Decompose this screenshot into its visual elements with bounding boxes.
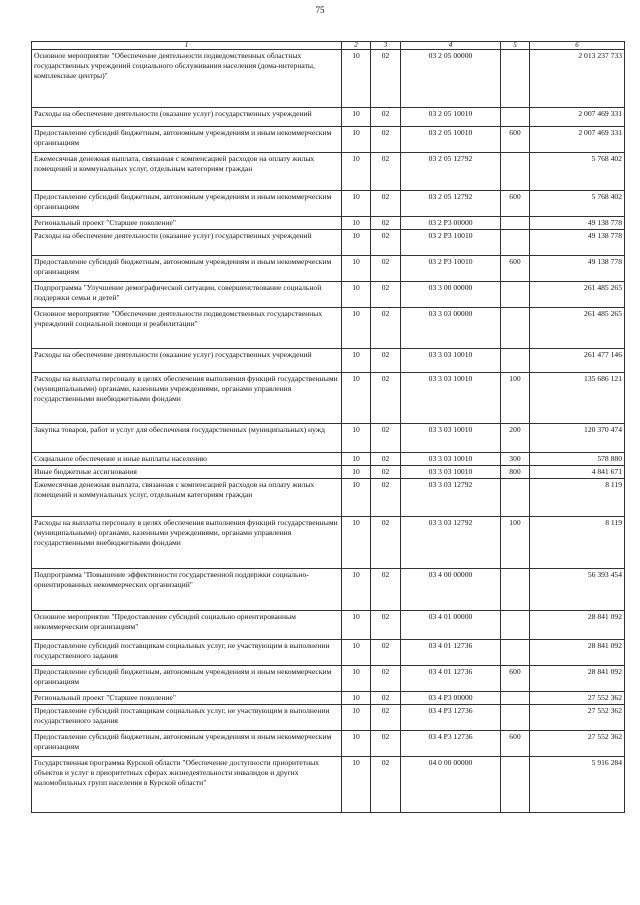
row-expense-type: 100 — [501, 517, 530, 569]
row-target-article: 03 4 P3 12736 — [401, 731, 501, 757]
row-name: Основное мероприятие "Обеспечение деятельности подведомственных государственных учреждений социальной помощи и реабилитации" — [32, 308, 342, 349]
row-expense-type — [501, 108, 530, 127]
page-number: 75 — [315, 5, 325, 15]
row-subsection: 02 — [371, 191, 401, 217]
row-section: 10 — [342, 282, 371, 308]
row-target-article: 03 4 P3 00000 — [401, 692, 501, 705]
row-name: Предоставление субсидий поставщикам социальных услуг, не участвующим в выполнении государственного задания — [32, 705, 342, 731]
table-row — [32, 705, 625, 731]
row-subsection: 02 — [371, 153, 401, 191]
row-section: 10 — [342, 569, 371, 611]
row-amount: 28 841 092 — [530, 611, 625, 640]
row-subsection: 02 — [371, 666, 401, 692]
table-row — [32, 479, 625, 517]
column-header-expense-type: 5 — [501, 42, 530, 50]
row-section: 10 — [342, 517, 371, 569]
row-target-article: 03 3 03 10010 — [401, 373, 501, 424]
row-amount: 5 768 402 — [530, 153, 625, 191]
row-name: Иные бюджетные ассигнования — [32, 466, 342, 479]
row-subsection: 02 — [371, 230, 401, 256]
row-expense-type: 100 — [501, 373, 530, 424]
row-name: Социальное обеспечение и иные выплаты населению — [32, 453, 342, 466]
row-target-article: 03 2 P3 10010 — [401, 230, 501, 256]
row-section: 10 — [342, 127, 371, 153]
table-row — [32, 611, 625, 640]
table-row — [32, 757, 625, 813]
table-row — [32, 373, 625, 424]
row-name: Предоставление субсидий бюджетным, автономным учреждениям и иным некоммерческим организациям — [32, 731, 342, 757]
row-section: 10 — [342, 453, 371, 466]
row-name: Ежемесячная денежная выплата, связанная с компенсацией расходов на оплату жилых помещений и коммунальных услуг, отдельным категориям граждан — [32, 153, 342, 191]
table-row — [32, 108, 625, 127]
row-section: 10 — [342, 640, 371, 666]
row-name: Региональный проект "Старшее поколение" — [32, 692, 342, 705]
row-subsection: 02 — [371, 127, 401, 153]
row-expense-type — [501, 349, 530, 373]
row-amount: 261 485 265 — [530, 282, 625, 308]
row-subsection: 02 — [371, 349, 401, 373]
table-row — [32, 666, 625, 692]
table-row — [32, 308, 625, 349]
row-amount: 27 552 362 — [530, 705, 625, 731]
row-target-article: 03 4 P3 12736 — [401, 705, 501, 731]
row-amount: 4 841 671 — [530, 466, 625, 479]
row-amount: 578 880 — [530, 453, 625, 466]
row-target-article: 03 3 03 10010 — [401, 453, 501, 466]
row-name: Закупка товаров, работ и услуг для обеспечения государственных (муниципальных) нужд — [32, 424, 342, 453]
row-subsection: 02 — [371, 308, 401, 349]
row-expense-type — [501, 153, 530, 191]
row-expense-type: 800 — [501, 466, 530, 479]
row-target-article: 03 4 01 12736 — [401, 666, 501, 692]
row-amount: 2 013 237 733 — [530, 50, 625, 108]
row-subsection: 02 — [371, 757, 401, 813]
row-amount: 49 138 778 — [530, 217, 625, 230]
row-amount: 120 370 474 — [530, 424, 625, 453]
row-target-article: 03 3 03 12792 — [401, 479, 501, 517]
row-name: Расходы на обеспечение деятельности (оказание услуг) государственных учреждений — [32, 349, 342, 373]
row-section: 10 — [342, 50, 371, 108]
row-name: Расходы на обеспечение деятельности (оказание услуг) государственных учреждений — [32, 230, 342, 256]
row-subsection: 02 — [371, 453, 401, 466]
row-name: Основное мероприятие "Обеспечение деятельности подведомственных областных государственных учреждений социального обслуживания населения (дома-интернаты, комплексные центры)" — [32, 50, 342, 108]
row-target-article: 04 0 00 00000 — [401, 757, 501, 813]
row-amount: 56 393 454 — [530, 569, 625, 611]
row-target-article: 03 3 00 00000 — [401, 282, 501, 308]
row-expense-type: 600 — [501, 127, 530, 153]
row-expense-type — [501, 692, 530, 705]
row-subsection: 02 — [371, 611, 401, 640]
row-amount: 8 119 — [530, 479, 625, 517]
row-expense-type — [501, 705, 530, 731]
column-header-amount: 6 — [530, 42, 625, 50]
row-name: Предоставление субсидий бюджетным, автономным учреждениям и иным некоммерческим организациям — [32, 191, 342, 217]
row-amount: 2 007 469 331 — [530, 108, 625, 127]
row-section: 10 — [342, 373, 371, 424]
row-subsection: 02 — [371, 640, 401, 666]
row-amount: 135 686 121 — [530, 373, 625, 424]
row-subsection: 02 — [371, 731, 401, 757]
row-name: Подпрограмма "Улучшение демографической ситуации, совершенствование социальной поддержки семьи и детей" — [32, 282, 342, 308]
row-section: 10 — [342, 308, 371, 349]
row-name: Основное мероприятие "Предоставление субсидий социально ориентированным некоммерческим организациям" — [32, 611, 342, 640]
row-section: 10 — [342, 217, 371, 230]
table-header-row — [32, 42, 625, 50]
row-amount: 5 916 284 — [530, 757, 625, 813]
row-target-article: 03 2 05 12792 — [401, 153, 501, 191]
row-target-article: 03 4 00 00000 — [401, 569, 501, 611]
row-expense-type: 200 — [501, 424, 530, 453]
row-subsection: 02 — [371, 705, 401, 731]
row-section: 10 — [342, 230, 371, 256]
row-expense-type — [501, 757, 530, 813]
column-header-target-article: 4 — [401, 42, 501, 50]
row-subsection: 02 — [371, 256, 401, 282]
row-section: 10 — [342, 731, 371, 757]
row-target-article: 03 2 05 12792 — [401, 191, 501, 217]
row-target-article: 03 3 03 10010 — [401, 349, 501, 373]
row-amount: 261 485 265 — [530, 308, 625, 349]
row-subsection: 02 — [371, 373, 401, 424]
row-subsection: 02 — [371, 50, 401, 108]
table-row — [32, 217, 625, 230]
row-section: 10 — [342, 424, 371, 453]
row-subsection: 02 — [371, 217, 401, 230]
row-name: Подпрограмма "Повышение эффективности государственной поддержки социально-ориентированных некоммерческих организаций" — [32, 569, 342, 611]
row-target-article: 03 3 03 00000 — [401, 308, 501, 349]
row-target-article: 03 4 01 00000 — [401, 611, 501, 640]
row-section: 10 — [342, 256, 371, 282]
row-subsection: 02 — [371, 108, 401, 127]
table-row — [32, 453, 625, 466]
row-expense-type — [501, 308, 530, 349]
row-amount: 5 768 402 — [530, 191, 625, 217]
column-header-name: 1 — [32, 42, 342, 50]
row-amount: 261 477 146 — [530, 349, 625, 373]
row-name: Расходы на выплаты персоналу в целях обеспечения выполнения функций государственными (муниципальными) органами, казенными учреждениями, органами управления государственными внебюджетными фондами — [32, 373, 342, 424]
row-amount: 49 138 778 — [530, 256, 625, 282]
row-section: 10 — [342, 611, 371, 640]
row-name: Ежемесячная денежная выплата, связанная с компенсацией расходов на оплату жилых помещений и коммунальных услуг, отдельным категориям граждан — [32, 479, 342, 517]
row-name: Государственная программа Курской области "Обеспечение доступности приоритетных объектов и услуг в приоритетных сферах жизнедеятельности инвалидов и других маломобильных групп населения в Курской области" — [32, 757, 342, 813]
row-amount: 28 841 092 — [530, 666, 625, 692]
row-subsection: 02 — [371, 517, 401, 569]
row-expense-type: 600 — [501, 666, 530, 692]
row-expense-type: 600 — [501, 256, 530, 282]
table-row — [32, 256, 625, 282]
row-amount: 8 119 — [530, 517, 625, 569]
table-row — [32, 282, 625, 308]
row-section: 10 — [342, 479, 371, 517]
row-target-article: 03 2 P3 10010 — [401, 256, 501, 282]
row-amount: 27 552 362 — [530, 731, 625, 757]
row-target-article: 03 4 01 12736 — [401, 640, 501, 666]
budget-table — [31, 41, 625, 813]
row-expense-type — [501, 217, 530, 230]
row-expense-type — [501, 479, 530, 517]
row-section: 10 — [342, 692, 371, 705]
table-row — [32, 153, 625, 191]
table-row — [32, 191, 625, 217]
row-subsection: 02 — [371, 692, 401, 705]
row-name: Предоставление субсидий бюджетным, автономным учреждениям и иным некоммерческим организациям — [32, 666, 342, 692]
table-row — [32, 640, 625, 666]
table-body — [32, 50, 625, 813]
row-section: 10 — [342, 108, 371, 127]
row-section: 10 — [342, 191, 371, 217]
column-header-section: 2 — [342, 42, 371, 50]
table-row — [32, 230, 625, 256]
row-expense-type — [501, 230, 530, 256]
row-target-article: 03 2 05 10010 — [401, 108, 501, 127]
row-target-article: 03 3 03 12792 — [401, 517, 501, 569]
row-expense-type — [501, 50, 530, 108]
row-name: Региональный проект "Старшее поколение" — [32, 217, 342, 230]
row-name: Предоставление субсидий бюджетным, автономным учреждениям и иным некоммерческим организациям — [32, 127, 342, 153]
row-section: 10 — [342, 153, 371, 191]
row-amount: 28 841 092 — [530, 640, 625, 666]
row-name: Предоставление субсидий бюджетным, автономным учреждениям и иным некоммерческим организациям — [32, 256, 342, 282]
row-target-article: 03 3 03 10010 — [401, 466, 501, 479]
table-row — [32, 466, 625, 479]
table-row — [32, 50, 625, 108]
table-row — [32, 731, 625, 757]
row-section: 10 — [342, 666, 371, 692]
row-target-article: 03 2 05 10010 — [401, 127, 501, 153]
row-expense-type: 300 — [501, 453, 530, 466]
table-row — [32, 692, 625, 705]
table-row — [32, 424, 625, 453]
table-row — [32, 569, 625, 611]
row-name: Предоставление субсидий поставщикам социальных услуг, не участвующим в выполнении государственного задания — [32, 640, 342, 666]
row-subsection: 02 — [371, 282, 401, 308]
column-header-subsection: 3 — [371, 42, 401, 50]
row-expense-type: 600 — [501, 191, 530, 217]
row-target-article: 03 2 05 00000 — [401, 50, 501, 108]
row-section: 10 — [342, 466, 371, 479]
row-name: Расходы на выплаты персоналу в целях обеспечения выполнения функций государственными (муниципальными) органами, казенными учреждениями, органами управления государственными внебюджетными фондами — [32, 517, 342, 569]
row-target-article: 03 2 P3 00000 — [401, 217, 501, 230]
row-expense-type — [501, 640, 530, 666]
row-amount: 2 007 469 331 — [530, 127, 625, 153]
row-amount: 49 138 778 — [530, 230, 625, 256]
row-subsection: 02 — [371, 424, 401, 453]
table-row — [32, 517, 625, 569]
row-section: 10 — [342, 705, 371, 731]
row-section: 10 — [342, 757, 371, 813]
row-name: Расходы на обеспечение деятельности (оказание услуг) государственных учреждений — [32, 108, 342, 127]
table-row — [32, 349, 625, 373]
row-subsection: 02 — [371, 479, 401, 517]
row-expense-type — [501, 282, 530, 308]
row-expense-type: 600 — [501, 731, 530, 757]
row-expense-type — [501, 611, 530, 640]
row-target-article: 03 3 03 10010 — [401, 424, 501, 453]
row-expense-type — [501, 569, 530, 611]
row-subsection: 02 — [371, 466, 401, 479]
row-subsection: 02 — [371, 569, 401, 611]
row-amount: 27 552 362 — [530, 692, 625, 705]
row-section: 10 — [342, 349, 371, 373]
table-row — [32, 127, 625, 153]
